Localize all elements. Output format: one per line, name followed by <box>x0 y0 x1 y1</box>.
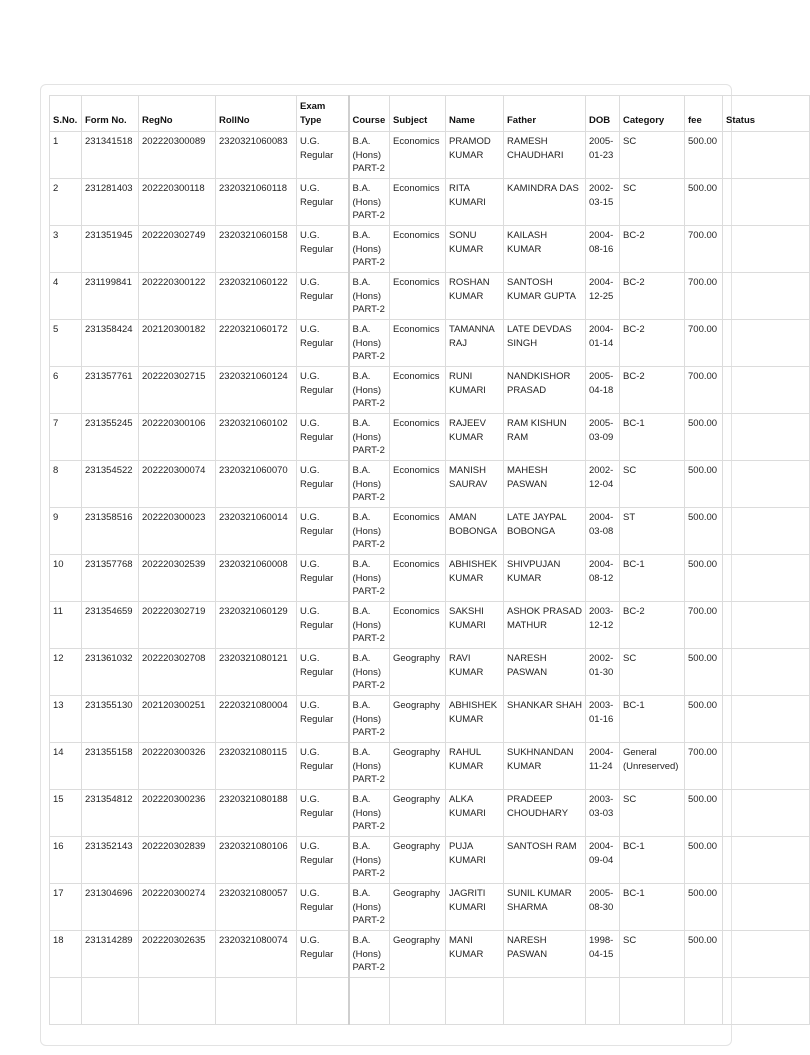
cell-course <box>349 978 390 1025</box>
cell-category: SC <box>620 931 685 978</box>
cell-dob <box>586 978 620 1025</box>
cell-status <box>723 132 810 179</box>
cell-exam-type: U.G. Regular <box>297 367 349 414</box>
cell-father <box>504 978 586 1025</box>
table-row <box>50 978 810 1025</box>
cell-fee: 500.00 <box>685 884 723 931</box>
cell-fee: 500.00 <box>685 931 723 978</box>
table-row <box>50 132 810 179</box>
cell-sno: 13 <box>50 696 82 743</box>
cell-dob: 2002-03-15 <box>586 179 620 226</box>
cell-fee: 700.00 <box>685 320 723 367</box>
cell-dob: 2003-12-12 <box>586 602 620 649</box>
table-row <box>50 226 810 273</box>
cell-dob: 2004-11-24 <box>586 743 620 790</box>
cell-father: SHIVPUJAN KUMAR <box>504 555 586 602</box>
cell-dob: 2004-01-14 <box>586 320 620 367</box>
header-subject: Subject <box>390 96 446 132</box>
cell-exam-type: U.G. Regular <box>297 743 349 790</box>
cell-father: LATE DEVDAS SINGH <box>504 320 586 367</box>
header-father: Father <box>504 96 586 132</box>
cell-course: B.A. (Hons) PART-2 <box>349 414 390 461</box>
cell-sno <box>50 978 82 1025</box>
cell-roll-no: 2320321060158 <box>216 226 297 273</box>
cell-course: B.A. (Hons) PART-2 <box>349 320 390 367</box>
cell-fee: 500.00 <box>685 132 723 179</box>
table-row <box>50 555 810 602</box>
cell-roll-no: 2320321060083 <box>216 132 297 179</box>
cell-name: RAJEEV KUMAR <box>446 414 504 461</box>
cell-course: B.A. (Hons) PART-2 <box>349 931 390 978</box>
cell-father: LATE JAYPAL BOBONGA <box>504 508 586 555</box>
cell-course: B.A. (Hons) PART-2 <box>349 132 390 179</box>
cell-category <box>620 978 685 1025</box>
cell-dob: 2005-04-18 <box>586 367 620 414</box>
cell-exam-type: U.G. Regular <box>297 884 349 931</box>
cell-course: B.A. (Hons) PART-2 <box>349 367 390 414</box>
cell-status <box>723 743 810 790</box>
cell-fee: 700.00 <box>685 273 723 320</box>
cell-form-no: 231358424 <box>82 320 139 367</box>
cell-dob: 2003-03-03 <box>586 790 620 837</box>
cell-reg-no: 202220302708 <box>139 649 216 696</box>
cell-form-no: 231354812 <box>82 790 139 837</box>
header-category: Category <box>620 96 685 132</box>
cell-name: PRAMOD KUMAR <box>446 132 504 179</box>
cell-exam-type: U.G. Regular <box>297 790 349 837</box>
cell-exam-type: U.G. Regular <box>297 602 349 649</box>
cell-father: KAILASH KUMAR <box>504 226 586 273</box>
cell-course: B.A. (Hons) PART-2 <box>349 508 390 555</box>
cell-roll-no: 2320321060124 <box>216 367 297 414</box>
cell-reg-no: 202120300182 <box>139 320 216 367</box>
cell-fee: 700.00 <box>685 743 723 790</box>
cell-sno: 8 <box>50 461 82 508</box>
cell-father: SUNIL KUMAR SHARMA <box>504 884 586 931</box>
cell-name: RAVI KUMAR <box>446 649 504 696</box>
cell-subject: Economics <box>390 414 446 461</box>
cell-subject: Economics <box>390 461 446 508</box>
cell-father: RAM KISHUN RAM <box>504 414 586 461</box>
cell-form-no: 231361032 <box>82 649 139 696</box>
cell-subject: Geography <box>390 696 446 743</box>
cell-status <box>723 696 810 743</box>
cell-roll-no: 2320321060070 <box>216 461 297 508</box>
cell-dob: 2003-01-16 <box>586 696 620 743</box>
header-fee: fee <box>685 96 723 132</box>
cell-fee: 500.00 <box>685 649 723 696</box>
table-row <box>50 602 810 649</box>
cell-fee: 500.00 <box>685 508 723 555</box>
cell-father: NARESH PASWAN <box>504 931 586 978</box>
cell-subject: Economics <box>390 602 446 649</box>
cell-category: BC-2 <box>620 226 685 273</box>
cell-subject: Economics <box>390 320 446 367</box>
cell-dob: 1998-04-15 <box>586 931 620 978</box>
cell-roll-no: 2320321080121 <box>216 649 297 696</box>
cell-status <box>723 414 810 461</box>
cell-category: BC-2 <box>620 320 685 367</box>
cell-exam-type: U.G. Regular <box>297 461 349 508</box>
table-row <box>50 179 810 226</box>
table-body <box>50 132 810 1025</box>
table-row <box>50 837 810 884</box>
cell-sno: 15 <box>50 790 82 837</box>
cell-status <box>723 273 810 320</box>
cell-roll-no: 2220321080004 <box>216 696 297 743</box>
cell-father: SUKHNANDAN KUMAR <box>504 743 586 790</box>
cell-status <box>723 884 810 931</box>
cell-reg-no: 202220302719 <box>139 602 216 649</box>
header-reg-no: RegNo <box>139 96 216 132</box>
cell-form-no: 231341518 <box>82 132 139 179</box>
cell-subject: Economics <box>390 226 446 273</box>
cell-fee: 500.00 <box>685 461 723 508</box>
cell-fee: 500.00 <box>685 414 723 461</box>
cell-status <box>723 649 810 696</box>
cell-fee: 700.00 <box>685 367 723 414</box>
cell-name: MANISH SAURAV <box>446 461 504 508</box>
cell-subject: Geography <box>390 837 446 884</box>
cell-category: BC-2 <box>620 602 685 649</box>
cell-reg-no: 202220302715 <box>139 367 216 414</box>
cell-status <box>723 555 810 602</box>
cell-category: ST <box>620 508 685 555</box>
cell-sno: 1 <box>50 132 82 179</box>
cell-fee: 500.00 <box>685 837 723 884</box>
cell-category: SC <box>620 132 685 179</box>
cell-fee: 700.00 <box>685 226 723 273</box>
cell-exam-type: U.G. Regular <box>297 696 349 743</box>
cell-sno: 18 <box>50 931 82 978</box>
header-status: Status <box>723 96 810 132</box>
cell-name: SONU KUMAR <box>446 226 504 273</box>
table-row <box>50 508 810 555</box>
cell-sno: 16 <box>50 837 82 884</box>
cell-course: B.A. (Hons) PART-2 <box>349 837 390 884</box>
cell-reg-no <box>139 978 216 1025</box>
cell-course: B.A. (Hons) PART-2 <box>349 179 390 226</box>
cell-dob: 2004-12-25 <box>586 273 620 320</box>
cell-dob: 2005-01-23 <box>586 132 620 179</box>
cell-roll-no: 2320321080074 <box>216 931 297 978</box>
cell-sno: 4 <box>50 273 82 320</box>
cell-subject <box>390 978 446 1025</box>
cell-status <box>723 320 810 367</box>
cell-name: AMAN BOBONGA <box>446 508 504 555</box>
cell-reg-no: 202220300326 <box>139 743 216 790</box>
cell-dob: 2002-01-30 <box>586 649 620 696</box>
cell-form-no: 231304696 <box>82 884 139 931</box>
cell-form-no: 231352143 <box>82 837 139 884</box>
header-course: Course <box>349 96 390 132</box>
cell-form-no: 231351945 <box>82 226 139 273</box>
cell-subject: Geography <box>390 884 446 931</box>
cell-status <box>723 367 810 414</box>
cell-status <box>723 790 810 837</box>
cell-fee: 500.00 <box>685 179 723 226</box>
cell-roll-no: 2320321060118 <box>216 179 297 226</box>
cell-name: TAMANNA RAJ <box>446 320 504 367</box>
student-fee-table <box>49 95 810 1025</box>
cell-sno: 7 <box>50 414 82 461</box>
cell-exam-type: U.G. Regular <box>297 226 349 273</box>
cell-roll-no: 2320321060122 <box>216 273 297 320</box>
cell-category: BC-1 <box>620 414 685 461</box>
cell-reg-no: 202220300089 <box>139 132 216 179</box>
cell-form-no: 231199841 <box>82 273 139 320</box>
cell-reg-no: 202220300106 <box>139 414 216 461</box>
cell-dob: 2004-09-04 <box>586 837 620 884</box>
cell-subject: Economics <box>390 132 446 179</box>
cell-category: General (Unreserved) <box>620 743 685 790</box>
cell-sno: 9 <box>50 508 82 555</box>
cell-course: B.A. (Hons) PART-2 <box>349 226 390 273</box>
cell-course: B.A. (Hons) PART-2 <box>349 884 390 931</box>
cell-subject: Geography <box>390 931 446 978</box>
cell-subject: Economics <box>390 555 446 602</box>
cell-name: PUJA KUMARI <box>446 837 504 884</box>
cell-fee <box>685 978 723 1025</box>
cell-reg-no: 202220300236 <box>139 790 216 837</box>
cell-sno: 12 <box>50 649 82 696</box>
cell-course: B.A. (Hons) PART-2 <box>349 649 390 696</box>
cell-name: MANI KUMAR <box>446 931 504 978</box>
cell-sno: 5 <box>50 320 82 367</box>
cell-subject: Geography <box>390 649 446 696</box>
cell-roll-no: 2320321060102 <box>216 414 297 461</box>
cell-reg-no: 202220300274 <box>139 884 216 931</box>
cell-name: SAKSHI KUMARI <box>446 602 504 649</box>
header-name: Name <box>446 96 504 132</box>
cell-roll-no: 2320321080115 <box>216 743 297 790</box>
cell-status <box>723 179 810 226</box>
table-row <box>50 884 810 931</box>
cell-fee: 500.00 <box>685 696 723 743</box>
cell-exam-type <box>297 978 349 1025</box>
cell-sno: 11 <box>50 602 82 649</box>
cell-category: BC-1 <box>620 555 685 602</box>
cell-exam-type: U.G. Regular <box>297 837 349 884</box>
header-form-no: Form No. <box>82 96 139 132</box>
table-row <box>50 273 810 320</box>
cell-reg-no: 202220300118 <box>139 179 216 226</box>
cell-course: B.A. (Hons) PART-2 <box>349 602 390 649</box>
cell-sno: 6 <box>50 367 82 414</box>
cell-form-no: 231355245 <box>82 414 139 461</box>
cell-fee: 500.00 <box>685 555 723 602</box>
cell-category: BC-2 <box>620 367 685 414</box>
table-header-row <box>50 96 810 132</box>
cell-name: JAGRITI KUMARI <box>446 884 504 931</box>
cell-category: BC-1 <box>620 696 685 743</box>
cell-name <box>446 978 504 1025</box>
cell-category: SC <box>620 649 685 696</box>
cell-form-no: 231357761 <box>82 367 139 414</box>
cell-roll-no: 2320321060014 <box>216 508 297 555</box>
cell-name: ROSHAN KUMAR <box>446 273 504 320</box>
table-row <box>50 743 810 790</box>
cell-category: SC <box>620 790 685 837</box>
cell-father: MAHESH PASWAN <box>504 461 586 508</box>
cell-reg-no: 202220302839 <box>139 837 216 884</box>
cell-fee: 700.00 <box>685 602 723 649</box>
cell-name: RUNI KUMARI <box>446 367 504 414</box>
cell-exam-type: U.G. Regular <box>297 931 349 978</box>
cell-status <box>723 931 810 978</box>
cell-roll-no: 2220321060172 <box>216 320 297 367</box>
cell-status <box>723 508 810 555</box>
header-sno: S.No. <box>50 96 82 132</box>
student-table-card <box>40 84 756 1046</box>
cell-name: RITA KUMARI <box>446 179 504 226</box>
cell-father: SANTOSH RAM <box>504 837 586 884</box>
cell-roll-no: 2320321060129 <box>216 602 297 649</box>
cell-exam-type: U.G. Regular <box>297 132 349 179</box>
cell-roll-no: 2320321080188 <box>216 790 297 837</box>
cell-exam-type: U.G. Regular <box>297 320 349 367</box>
cell-category: SC <box>620 461 685 508</box>
cell-form-no: 231314289 <box>82 931 139 978</box>
cell-dob: 2005-08-30 <box>586 884 620 931</box>
cell-form-no: 231281403 <box>82 179 139 226</box>
header-dob: DOB <box>586 96 620 132</box>
cell-course: B.A. (Hons) PART-2 <box>349 696 390 743</box>
cell-father: NANDKISHOR PRASAD <box>504 367 586 414</box>
cell-subject: Geography <box>390 743 446 790</box>
cell-reg-no: 202220300074 <box>139 461 216 508</box>
cell-dob: 2004-08-12 <box>586 555 620 602</box>
cell-roll-no: 2320321080106 <box>216 837 297 884</box>
table-row <box>50 461 810 508</box>
cell-sno: 10 <box>50 555 82 602</box>
table-row <box>50 649 810 696</box>
cell-form-no <box>82 978 139 1025</box>
cell-category: BC-2 <box>620 273 685 320</box>
header-roll-no: RollNo <box>216 96 297 132</box>
cell-fee: 500.00 <box>685 790 723 837</box>
table-scroll-region[interactable] <box>49 95 777 1055</box>
cell-roll-no <box>216 978 297 1025</box>
cell-reg-no: 202220302749 <box>139 226 216 273</box>
cell-status <box>723 226 810 273</box>
cell-subject: Economics <box>390 508 446 555</box>
cell-subject: Economics <box>390 273 446 320</box>
cell-father: SHANKAR SHAH <box>504 696 586 743</box>
table-row <box>50 320 810 367</box>
cell-form-no: 231355130 <box>82 696 139 743</box>
cell-name: ABHISHEK KUMAR <box>446 555 504 602</box>
cell-father: KAMINDRA DAS <box>504 179 586 226</box>
cell-father: NARESH PASWAN <box>504 649 586 696</box>
cell-course: B.A. (Hons) PART-2 <box>349 743 390 790</box>
cell-status <box>723 837 810 884</box>
cell-exam-type: U.G. Regular <box>297 555 349 602</box>
cell-subject: Economics <box>390 179 446 226</box>
cell-status <box>723 461 810 508</box>
cell-course: B.A. (Hons) PART-2 <box>349 461 390 508</box>
cell-course: B.A. (Hons) PART-2 <box>349 273 390 320</box>
cell-reg-no: 202220300023 <box>139 508 216 555</box>
cell-category: BC-1 <box>620 884 685 931</box>
cell-form-no: 231354522 <box>82 461 139 508</box>
cell-dob: 2004-03-08 <box>586 508 620 555</box>
cell-form-no: 231354659 <box>82 602 139 649</box>
cell-subject: Geography <box>390 790 446 837</box>
cell-exam-type: U.G. Regular <box>297 414 349 461</box>
cell-dob: 2005-03-09 <box>586 414 620 461</box>
cell-exam-type: U.G. Regular <box>297 179 349 226</box>
cell-reg-no: 202220302539 <box>139 555 216 602</box>
cell-exam-type: U.G. Regular <box>297 273 349 320</box>
cell-status <box>723 602 810 649</box>
table-row <box>50 367 810 414</box>
header-exam-type: Exam Type <box>297 96 349 132</box>
cell-reg-no: 202220300122 <box>139 273 216 320</box>
cell-dob: 2004-08-16 <box>586 226 620 273</box>
cell-course: B.A. (Hons) PART-2 <box>349 555 390 602</box>
cell-father: RAMESH CHAUDHARI <box>504 132 586 179</box>
cell-exam-type: U.G. Regular <box>297 508 349 555</box>
cell-reg-no: 202120300251 <box>139 696 216 743</box>
cell-father: PRADEEP CHOUDHARY <box>504 790 586 837</box>
cell-roll-no: 2320321080057 <box>216 884 297 931</box>
cell-exam-type: U.G. Regular <box>297 649 349 696</box>
cell-dob: 2002-12-04 <box>586 461 620 508</box>
cell-status <box>723 978 810 1025</box>
cell-category: SC <box>620 179 685 226</box>
cell-course: B.A. (Hons) PART-2 <box>349 790 390 837</box>
cell-reg-no: 202220302635 <box>139 931 216 978</box>
cell-name: ABHISHEK KUMAR <box>446 696 504 743</box>
table-row <box>50 931 810 978</box>
cell-category: BC-1 <box>620 837 685 884</box>
cell-name: ALKA KUMARI <box>446 790 504 837</box>
cell-sno: 2 <box>50 179 82 226</box>
cell-form-no: 231358516 <box>82 508 139 555</box>
cell-sno: 3 <box>50 226 82 273</box>
cell-sno: 17 <box>50 884 82 931</box>
table-row <box>50 696 810 743</box>
cell-subject: Economics <box>390 367 446 414</box>
cell-sno: 14 <box>50 743 82 790</box>
cell-father: ASHOK PRASAD MATHUR <box>504 602 586 649</box>
cell-roll-no: 2320321060008 <box>216 555 297 602</box>
table-row <box>50 790 810 837</box>
cell-father: SANTOSH KUMAR GUPTA <box>504 273 586 320</box>
cell-form-no: 231357768 <box>82 555 139 602</box>
table-row <box>50 414 810 461</box>
cell-form-no: 231355158 <box>82 743 139 790</box>
cell-name: RAHUL KUMAR <box>446 743 504 790</box>
